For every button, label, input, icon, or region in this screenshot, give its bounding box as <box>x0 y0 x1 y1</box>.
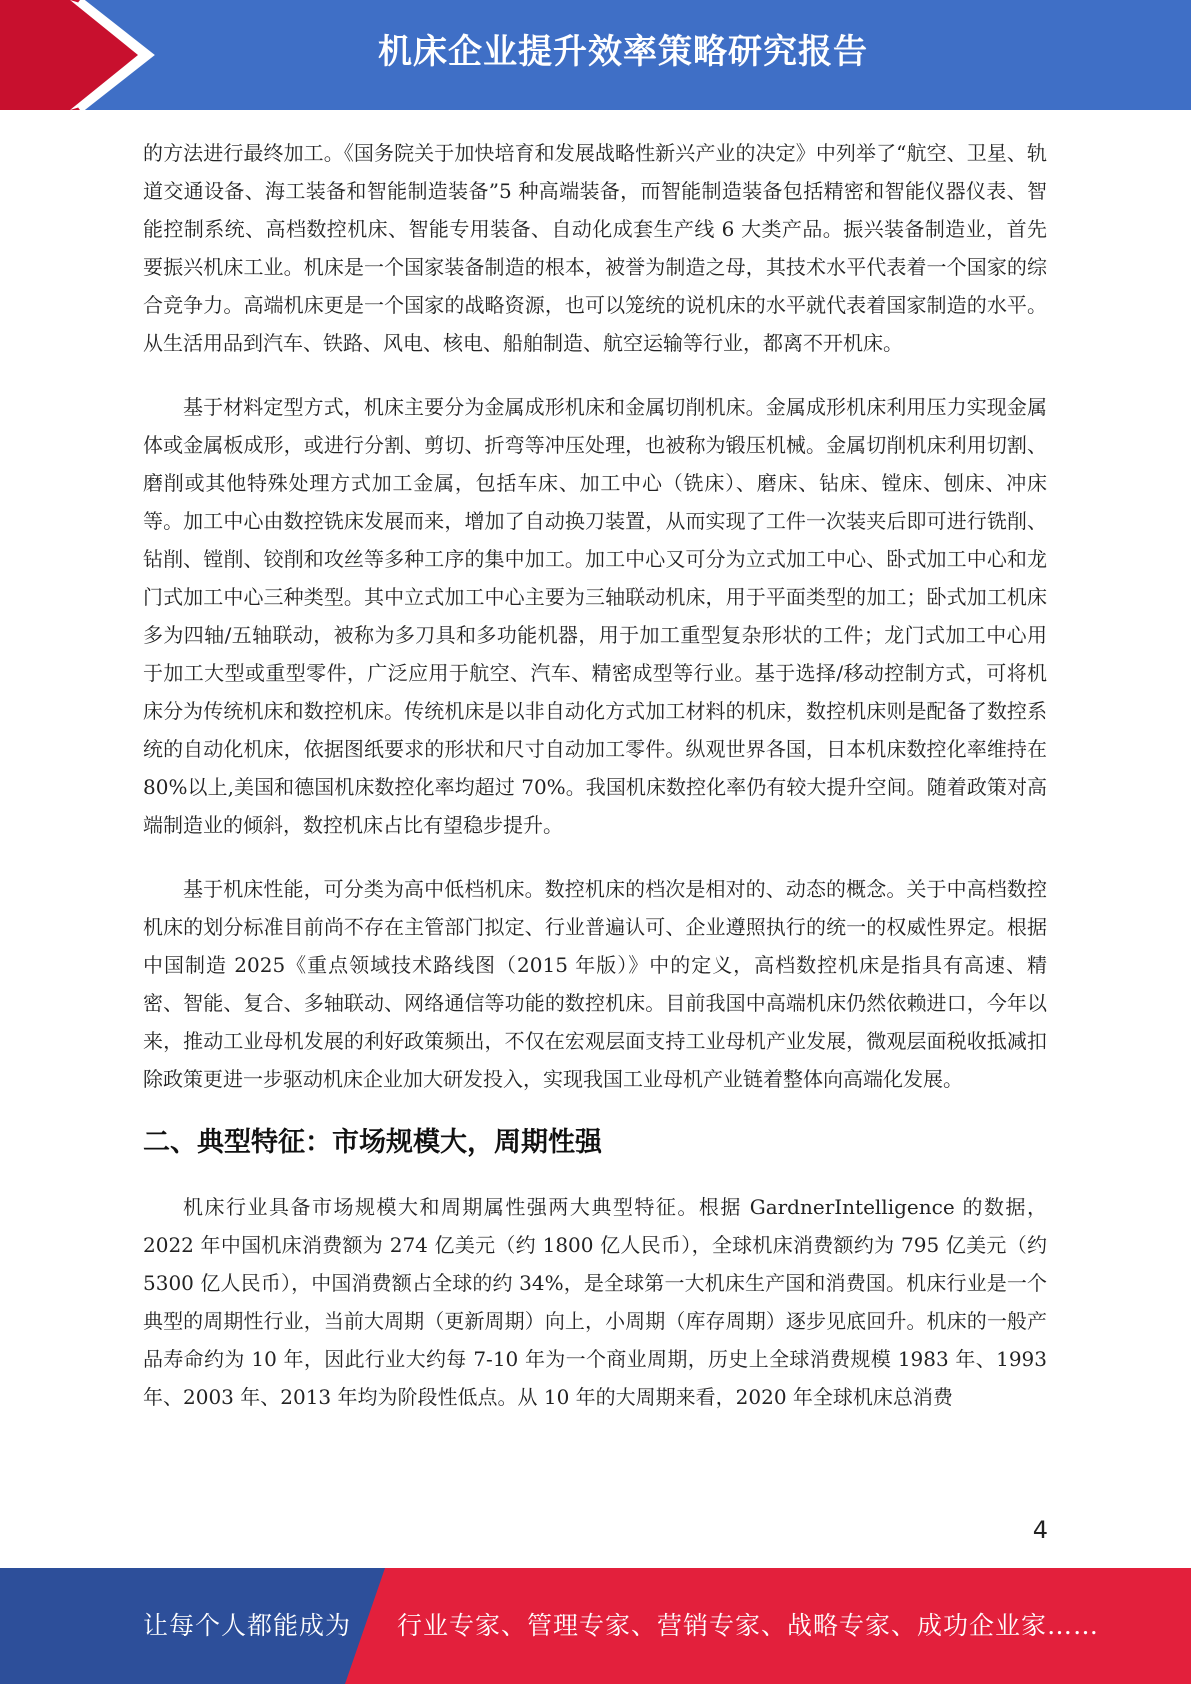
body-paragraph: 基于机床性能，可分类为高中低档机床。数控机床的档次是相对的、动态的概念。关于中高档数控机床的划分标准目前尚不存在主管部门拟定、行业普遍认可、企业遵照执行的统一的权威性界定。根据中国制造 2025《重点领域技术路线图（2015 年版）》中的定义，高档数控机床是指具有高速、精密、智能、复合、多轴联动、网络通信等功能的数控机床。目前我国中高端机床仍然依赖进口，今年以来，推动工业母机发展的利好政策频出，不仅在宏观层面支持工业母机产业发展，微观层面税收抵减扣除政策更进一步驱动机床企业加大研发投入，实现我国工业母机产业链着整体向高端化发展。 <box>143 877 1047 1091</box>
page-header <box>0 0 1191 110</box>
footer-slogan-left: 让每个人都能成为 <box>143 1611 352 1640</box>
footer-slogan-right: 行业专家、管理专家、营销专家、战略专家、成功企业家…… <box>397 1611 1100 1640</box>
document-body <box>143 134 1047 1416</box>
body-paragraph: 的方法进行最终加工。《国务院关于加快培育和发展战略性新兴产业的决定》中列举了“航空、卫星、轨道交通设备、海工装备和智能制造装备”5 种高端装备，而智能制造装备包括精密和智能仪器仪表、智能控制系统、高档数控机床、智能专用装备、自动化成套生产线 6 大类产品。振兴装备制造业，首先要振兴机床工业。机床是一个国家装备制造的根本，被誉为制造之母，其技术水平代表着一个国家的综合竞争力。高端机床更是一个国家的战略资源，也可以笼统的说机床的水平就代表着国家制造的水平。从生活用品到汽车、铁路、风电、核电、船舶制造、航空运输等行业，都离不开机床。 <box>143 141 1047 355</box>
body-paragraph: 机床行业具备市场规模大和周期属性强两大典型特征。根据 GardnerIntelligence 的数据，2022 年中国机床消费额为 274 亿美元（约 1800 亿人民币），全球机床消费额约为 795 亿美元（约 5300 亿人民币），中国消费额占全球的约 34%，是全球第一大机床生产国和消费国。机床行业是一个典型的周期性行业，当前大周期（更新周期）向上，小周期（库存周期）逐步见底回升。机床的一般产品寿命约为 10 年，因此行业大约每 7-10 年为一个商业周期，历史上全球消费规模 1983 年、1993 年、2003 年、2013 年均为阶段性低点。从 10 年的大周期来看，2020 年全球机床总消费 <box>143 1195 1047 1409</box>
body-paragraph: 基于材料定型方式，机床主要分为金属成形机床和金属切削机床。金属成形机床利用压力实现金属体或金属板成形，或进行分割、剪切、折弯等冲压处理，也被称为锻压机械。金属切削机床利用切割、磨削或其他特殊处理方式加工金属，包括车床、加工中心（铣床）、磨床、钻床、镗床、刨床、冲床等。加工中心由数控铣床发展而来，增加了自动换刀装置，从而实现了工件一次装夹后即可进行铣削、钻削、镗削、铰削和攻丝等多种工序的集中加工。加工中心又可分为立式加工中心、卧式加工中心和龙门式加工中心三种类型。其中立式加工中心主要为三轴联动机床，用于平面类型的加工；卧式加工机床多为四轴/五轴联动，被称为多刀具和多功能机器，用于加工重型复杂形状的工件；龙门式加工中心用于加工大型或重型零件，广泛应用于航空、汽车、精密成型等行业。基于选择/移动控制方式，可将机床分为传统机床和数控机床。传统机床是以非自动化方式加工材料的机床，数控机床则是配备了数控系统的自动化机床，依据图纸要求的形状和尺寸自动加工零件。纵观世界各国，日本机床数控化率维持在 80%以上,美国和德国机床数控化率均超过 70%。我国机床数控化率仍有较大提升空间。随着政策对高端制造业的倾斜，数控机床占比有望稳步提升。 <box>143 395 1047 837</box>
document-title: 机床企业提升效率策略研究报告 <box>378 32 868 72</box>
page-number: 4 <box>1032 1516 1048 1544</box>
section-heading: 二、典型特征：市场规模大，周期性强 <box>143 1127 602 1158</box>
page-footer <box>0 1568 1191 1684</box>
